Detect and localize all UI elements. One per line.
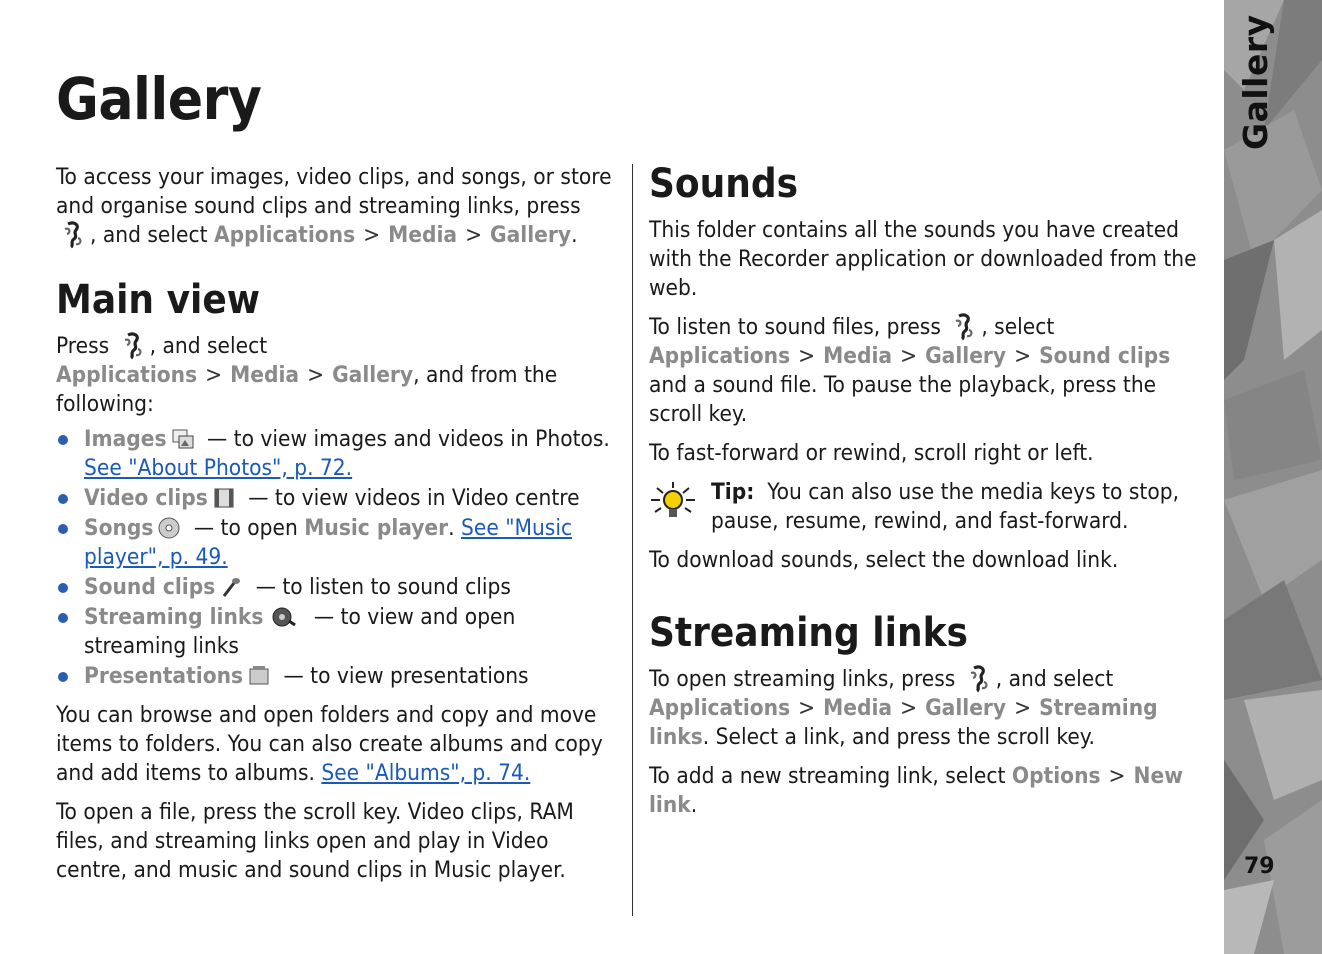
main-view-browse-paragraph: You can browse and open folders and copy and move items to folders. You can also create albums and copy and add items to albums. See "Albums", p. 74. [56,702,603,786]
page-title: Gallery [56,65,262,133]
bullet [58,672,68,682]
sounds-download-paragraph: To download sounds, select the download link. [649,547,1119,573]
link-albums[interactable]: See "Albums", p. 74. [321,760,531,786]
streaming-links-icon [267,605,301,629]
sounds-intro: This folder contains all the sounds you have created with the Recorder application or downloaded from the web. [649,217,1197,301]
list-item-streaming-links: Streaming links — to view and open streaming links [56,603,620,661]
gallery-folder-list [56,425,620,691]
menu-path-gallery: Gallery [490,222,572,248]
menu-key-icon [62,221,84,249]
video-clips-icon [212,486,236,510]
bullet [58,524,68,534]
link-music-player[interactable]: See "Music player", p. 49. [84,515,573,570]
menu-key-icon [953,313,975,341]
page-number: 79 [1244,854,1275,879]
left-column [56,163,620,895]
main-view-open-file-paragraph: To open a file, press the scroll key. Video clips, RAM files, and streaming links open and play in Video centre, and music and sound clips in Music player. [56,799,574,883]
bullet [58,583,68,593]
intro-paragraph: To access your images, video clips, and songs, or store and organise sound clips and streaming links, press , and select Applications > Media > Gallery. [56,164,612,248]
bullet [58,494,68,504]
sidebar-chapter-title: Gallery [1236,14,1275,150]
tip-box [649,478,1213,536]
main-view-heading: Main view [56,277,261,323]
streaming-links-heading: Streaming links [649,610,968,656]
column-divider [632,164,633,916]
tip-label: Tip: [711,479,755,505]
link-about-photos[interactable]: See "About Photos", p. 72. [84,455,353,481]
presentations-icon [247,664,271,688]
images-icon [171,427,195,451]
sounds-heading: Sounds [649,161,799,207]
list-item-video-clips: Video clips — to view videos in Video centre [56,484,620,513]
menu-path-media: Media [388,222,458,248]
sound-clips-icon [219,575,243,599]
menu-path-applications: Applications [213,222,356,248]
tip-text: You can also use the media keys to stop, pause, resume, rewind, and fast-forward. [711,479,1180,534]
main-view-intro: Press , and select Applications > Media > Gallery, and from the following: [56,333,558,417]
list-item-presentations: Presentations — to view presentations [56,662,620,691]
sidebar-chapter-title-wrap [1228,14,1288,156]
sounds-listen-paragraph: To listen to sound files, press , select Applications > Media > Gallery > Sound clips and a sound file. To pause the playback, press the scroll key. [649,314,1171,427]
streaming-open-paragraph: To open streaming links, press , and select Applications > Media > Gallery > Streaming links. Select a link, and press the scroll key. [649,666,1158,750]
bullet [58,435,68,445]
menu-path-media: Media [230,362,300,388]
menu-path-applications: Applications [56,362,198,388]
bullet [58,613,68,623]
list-item-songs: Songs — to open Music player. See "Music player", p. 49. [56,514,620,572]
tip-bulb-icon [649,480,697,520]
right-column [649,160,1213,830]
menu-path-gallery: Gallery [332,362,414,388]
list-item-sound-clips: Sound clips — to listen to sound clips [56,573,620,602]
list-item-images: Images — to view images and videos in Photos. See "About Photos", p. 72. [56,425,620,483]
sounds-fast-forward-paragraph: To fast-forward or rewind, scroll right or left. [649,440,1094,466]
menu-key-icon [968,665,990,693]
menu-key-icon [122,332,144,360]
streaming-add-paragraph: To add a new streaming link, select Options > New link. [649,763,1183,818]
songs-icon [157,516,181,540]
